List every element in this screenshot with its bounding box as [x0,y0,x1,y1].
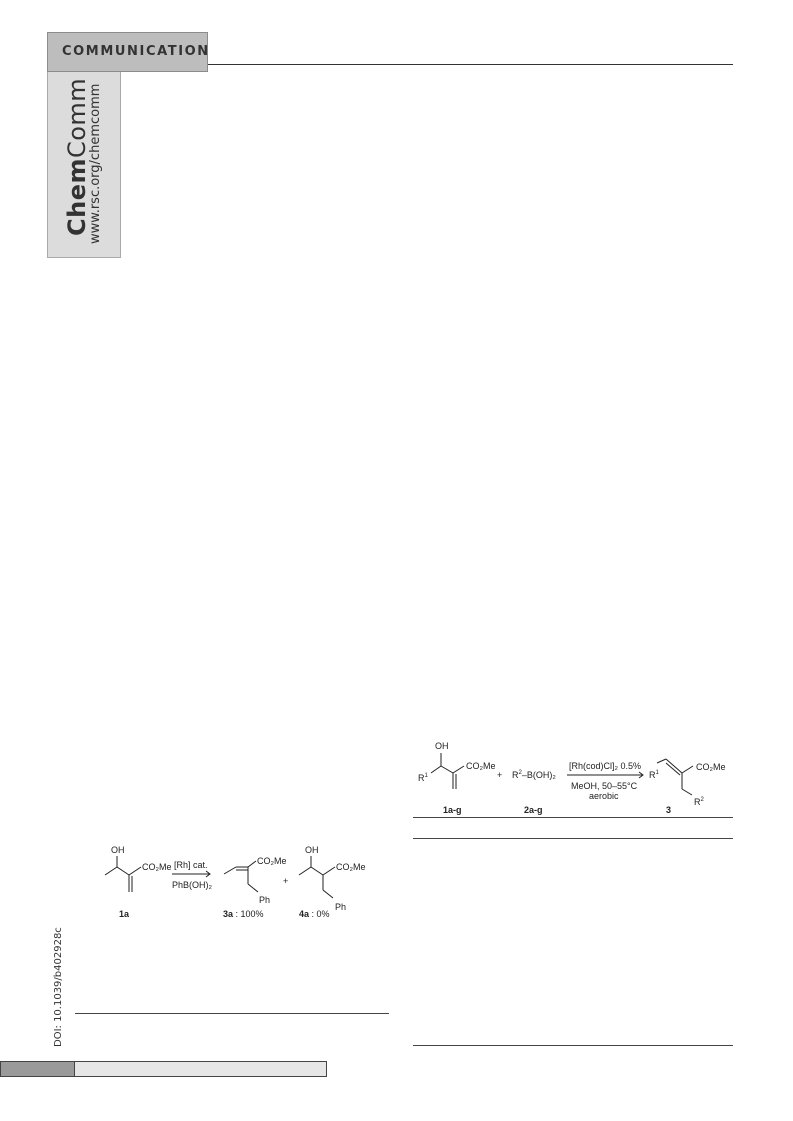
header-rule [208,64,733,65]
doi-label: DOI: 10.1039/b402928c [53,927,64,1047]
table-top-rule [413,817,733,818]
scheme-1-rule [75,1013,389,1014]
oh-label: OH [435,741,449,751]
compound-4a-label: 4a : 0% [299,909,330,919]
product-r2: $R^2$ [694,797,704,807]
condition-atmosphere: aerobic [589,791,619,801]
section-label: COMMUNICATION [62,44,210,59]
product-ph: Ph [259,895,271,905]
plus-sign: + [497,770,503,780]
ester-label: CO₂Me [466,761,496,771]
compound-1a-g: 1a-g [443,805,462,815]
compound-2a-g: 2a-g [524,805,543,815]
scheme-1 [95,842,385,942]
journal-url[interactable]: www.rsc.org/chemcomm [88,83,103,244]
reagent-top: [Rh] cat. [174,860,208,870]
table-bottom-rule [413,1045,733,1046]
r1-label: $R^1$ [418,773,428,783]
oh-label: OH [111,845,125,855]
side-oh: OH [305,845,319,855]
reagent-bottom: PhB(OH)₂ [172,880,212,890]
footer-bar [0,1061,327,1077]
condition-solvent: MeOH, 50–55°C [571,781,638,791]
ester-label: CO₂Me [142,862,172,872]
footer-bar-accent [1,1062,75,1076]
scheme-2 [413,735,733,815]
compound-1a: 1a [119,909,130,919]
product-r1: $R^1$ [649,770,659,780]
plus-sign: + [283,876,289,886]
section-tab [47,32,208,72]
compound-3: 3 [666,805,672,815]
table-header-rule [413,838,733,839]
condition-catalyst: [Rh(cod)Cl]₂ 0.5% [569,761,642,771]
side-ph: Ph [335,902,347,912]
product-ester: CO₂Me [696,762,726,772]
journal-logo: ChemComm [63,77,91,236]
boronic-acid-label: $R^2-B(OH)_2$ [512,770,556,780]
compound-3a-label: 3a : 100% [223,909,264,919]
product-ester: CO₂Me [257,856,287,866]
side-ester: CO₂Me [336,862,366,872]
